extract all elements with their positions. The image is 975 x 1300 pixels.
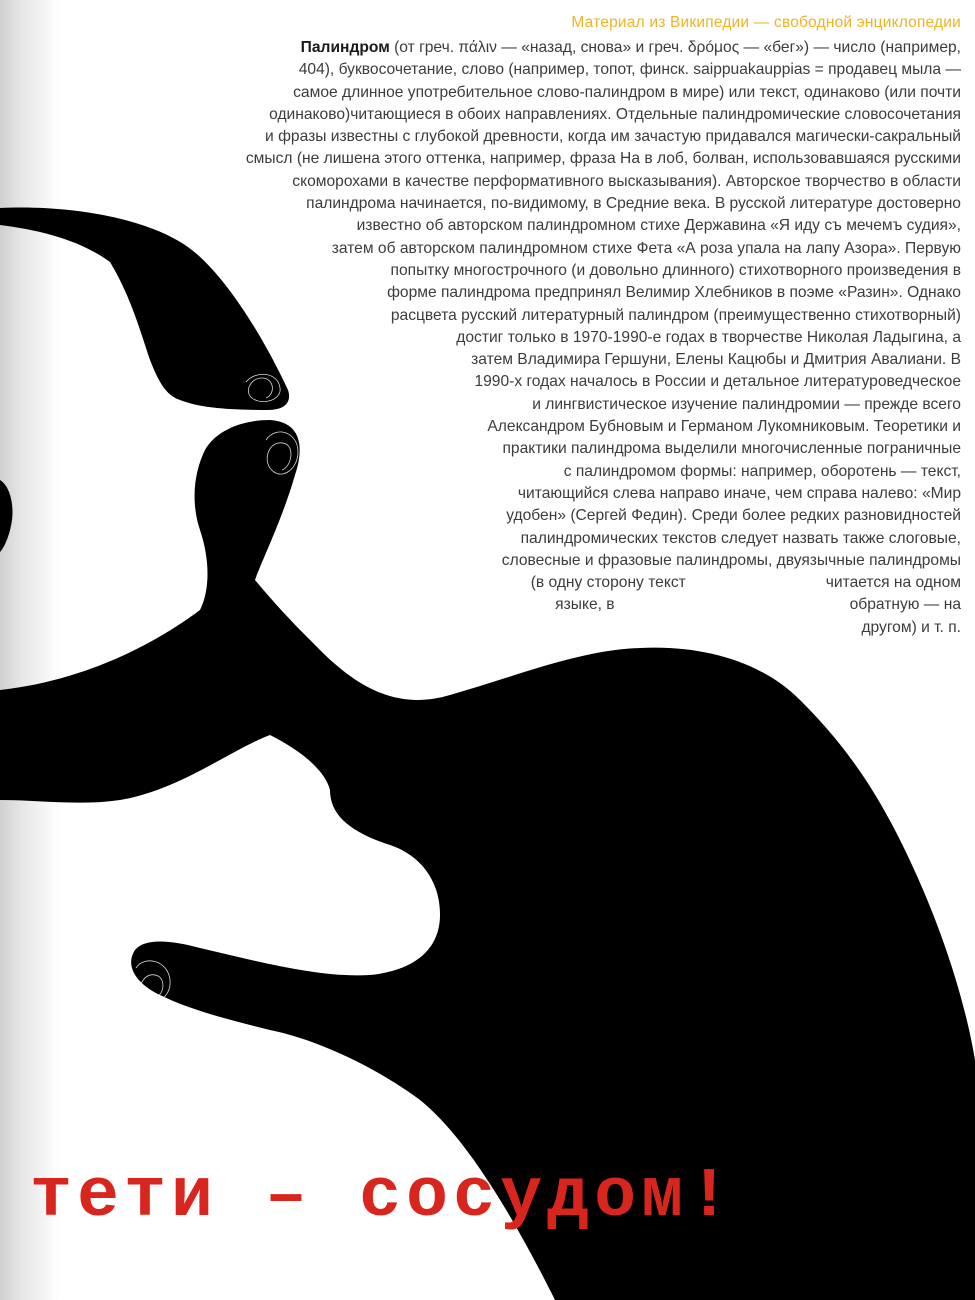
article-line [141,305,961,327]
article-line-text: словесные и фразовые палиндромы, двуязычные палиндромы [501,551,961,569]
article-line-text: практики палиндрома выделили многочисленные пограничные [502,440,961,458]
article-line [141,260,961,282]
article-split-right: обратную — на [849,596,961,614]
article-line-text: палиндромических текстов следует назвать также слоговые, [520,529,961,547]
article-line-text: (от греч. πάλιν — «назад, снова» и греч. δρóμος — «бег») — число (например, [389,39,961,56]
article-line [141,82,961,104]
article-line [141,148,961,170]
article-line [141,505,961,527]
article-line [141,171,961,193]
article-line [141,59,961,81]
article-line-text: и лингвистическое изучение палиндромии — прежде всего [532,395,961,413]
article-body [141,37,961,639]
palindrome-slogan: тети – сосудом! [30,1158,736,1237]
article-line-text: попытку многострочного (и довольно длинного) стихотворного произведения в [390,261,961,279]
article-line-text: удобен» (Сергей Федин). Среди более редких разновидностей [506,507,961,525]
article-line-text: с палиндромом формы: например, оборотень — текст, [563,462,961,480]
article-line-text: смысл (не лишена этого оттенка, например, фраза На в лоб, болван, использовавшаяся русскими [245,150,961,168]
article-line-text: скоморохами в качестве перформативного высказывания). Авторское творчество в области [292,172,961,190]
article-line-text: достиг только в 1970-1990-е годах в творчестве Николая Ладыгина, а [456,328,961,346]
article-line [141,528,961,550]
article-line-text: известно об авторском палиндромном стихе Державина «Я иду съ мечемъ судия», [356,217,961,235]
article-line [141,550,961,572]
article-line [141,238,961,260]
article-line-text: Александром Бубновым и Германом Лукомниковым. Теоретики и [487,418,961,436]
article-line [141,126,961,148]
article-line [141,438,961,460]
article-line-text: 404), буквосочетание, слово (например, топот, финск. saippuakauppias = продавец мыла — [298,61,961,79]
article-line-text: и фразы известны с глубокой древности, когда им зачастую придавался магически-сакральный [265,128,961,146]
left-fragment-silhouette [0,480,13,552]
article-split-left: языке, в [555,596,615,614]
article-line [141,37,961,59]
article-split-line [141,572,961,594]
article-line [141,483,961,505]
article-split-line [141,594,961,616]
article-line-text: расцвета русский литературный палиндром (преимущественно стихотворный) [390,306,961,324]
article-last-line: другом) и т. п. [861,618,961,636]
article-line-text: одинаково)читающиеся в обоих направлениях. Отдельные палиндромические словосочетания [269,105,961,123]
article-line [141,215,961,237]
article-line [141,349,961,371]
article-line-text: читающийся слева направо иначе, чем справа налево: «Мир [517,484,961,502]
article-line-text: 1990-х годах началось в России и детальное литературоведческое [474,373,961,391]
article-line-text: палиндрома начинается, по-видимому, в Средние века. В русской литературе достоверно [306,195,961,213]
article-split-right: читается на одном [825,574,961,592]
article-line [141,327,961,349]
article-split-left: (в одну сторону текст [530,574,686,592]
source-attribution: Материал из Википедии — свободной энциклопедии [571,14,961,31]
article-line [141,193,961,215]
article-line [141,371,961,393]
article-term: Палиндром [300,39,390,56]
article-line [141,394,961,416]
article-line-text: самое длинное употребительное слово-палиндром в мире) или текст, одинаково (или почти [293,83,961,101]
article-line [141,104,961,126]
article-line-text: затем Владимира Гершуни, Елены Кацюбы и Дмитрия Авалиани. В [471,351,961,369]
article-line [141,282,961,304]
article-line-text: форме палиндрома предпринял Велимир Хлебников в поэме «Разин». Однако [387,284,961,302]
article-line-text: затем об авторском палиндромном стихе Фета «А роза упала на лапу Азора». Первую [331,239,961,257]
article-line [141,461,961,483]
article-line [141,416,961,438]
